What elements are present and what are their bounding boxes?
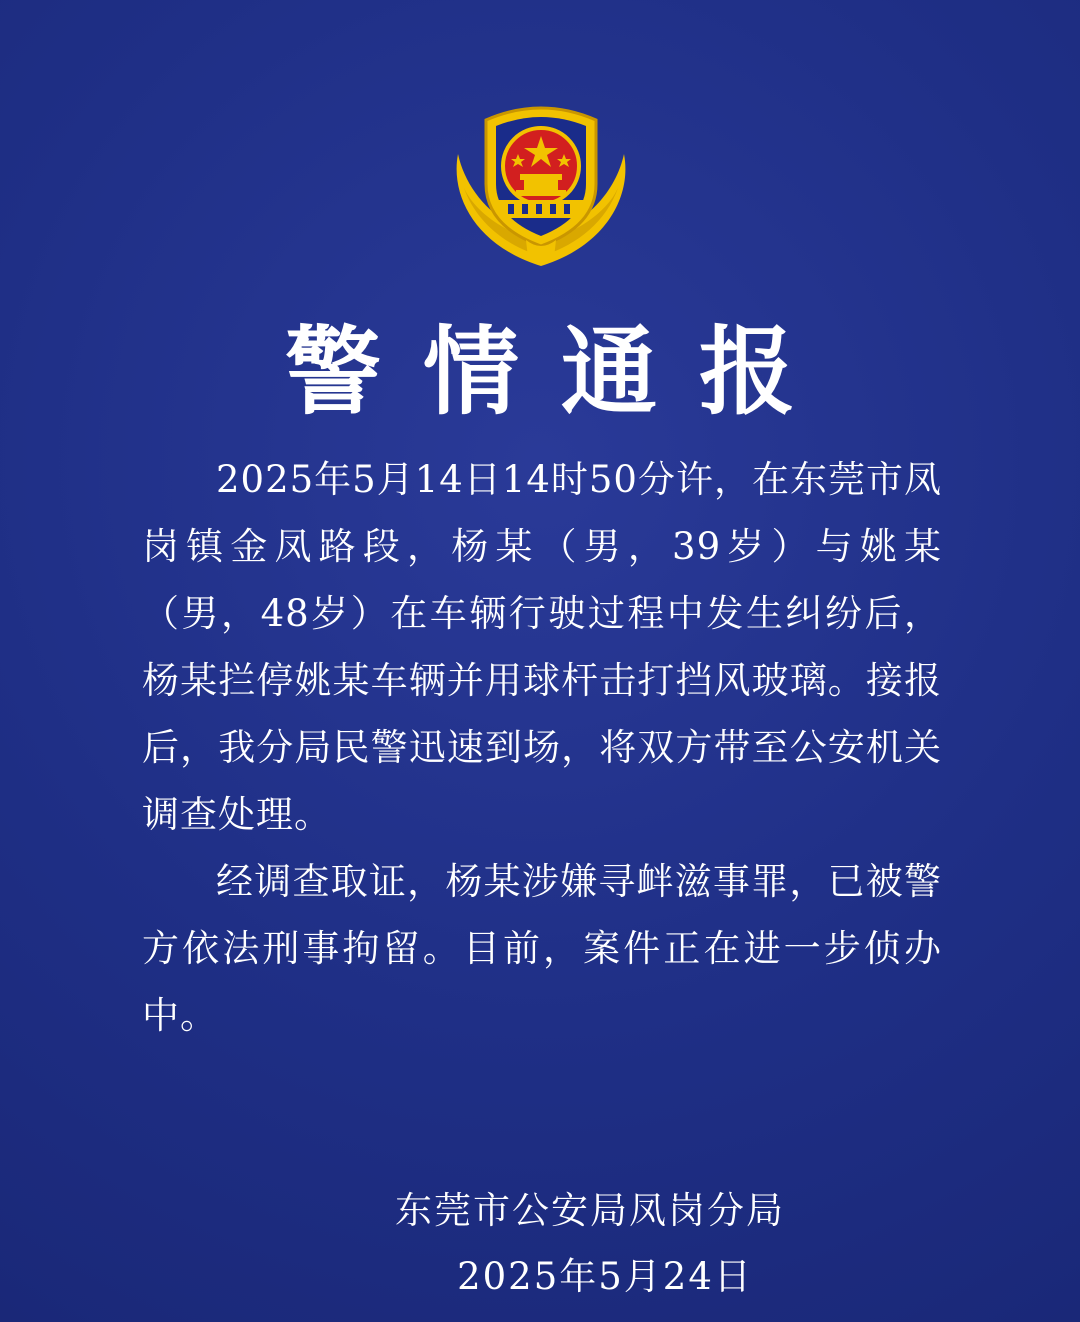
police-emblem-icon [446, 96, 636, 272]
notice-paragraph-1: 2025年5月14日14时50分许，在东莞市凤岗镇金凤路段，杨某（男，39岁）与姚某（男，48岁）在车辆行驶过程中发生纠纷后，杨某拦停姚某车辆并用球杆击打挡风玻璃。接报后，我分局民警迅速到场，将双方带至公安机关调查处理。 [142, 458, 942, 836]
issue-date: 2025年5月24日 [457, 1255, 753, 1298]
notice-paragraph-2: 经调查取证，杨某涉嫌寻衅滋事罪，已被警方依法刑事拘留。目前，案件正在进一步侦办中。 [142, 860, 942, 1037]
notice-body [142, 446, 942, 1049]
notice-title: 警情通报 [285, 316, 837, 428]
issuer-name: 东莞市公安局凤岗分局 [395, 1189, 785, 1232]
